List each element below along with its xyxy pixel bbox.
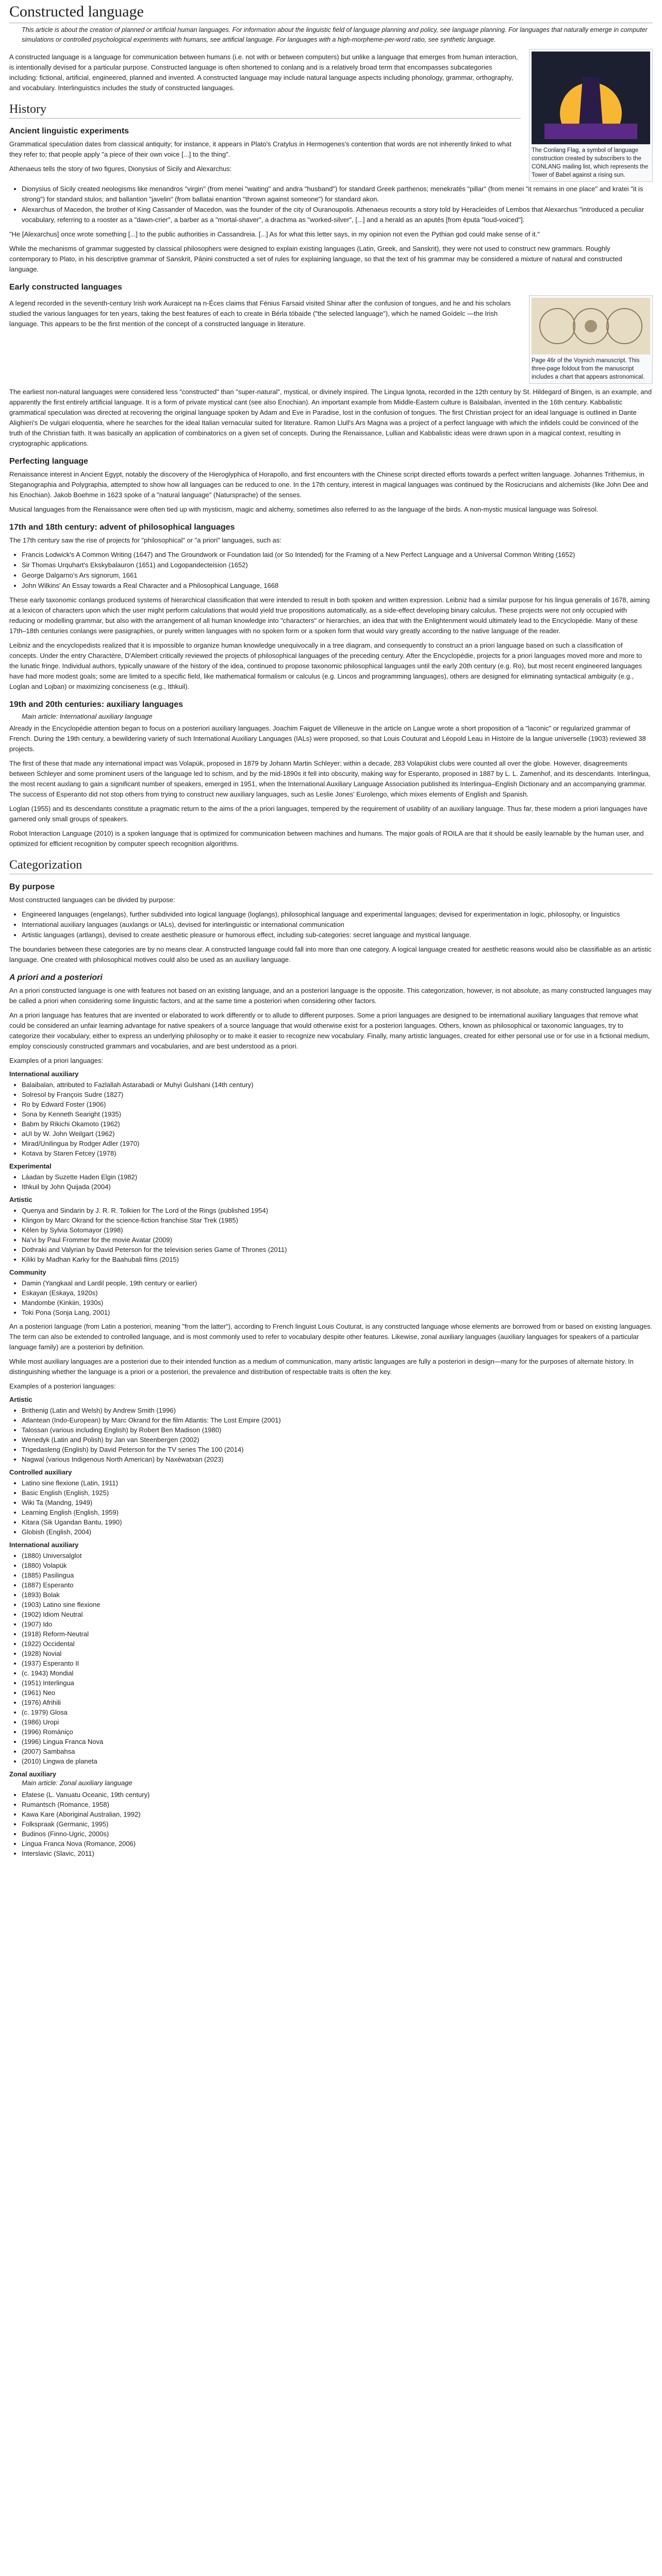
list-item: • (1907) Ido (22, 1619, 653, 1629)
list-item: • Dionysius of Sicily created neologisms like menandros "virgin" (from menei "waiting" and andra "husband") for standard Greek parthenos; menekratēs "pillar" (from menei "it remains in one place" and kratei "it is strong") for standard stulos; and ballantion "javelin" (from ballatai enantion "thrown against someone") for standard akon. (22, 184, 653, 205)
categorization-heading: Categorization (9, 858, 653, 874)
paragraph: Musical languages from the Renaissance were often tied up with mysticism, magic and alchemy, sometimes also referred to as the language of the birds. A non-mystic musical language was Solresol. (9, 505, 599, 513)
list-item: • Rumantsch (Romance, 1958) (22, 1800, 653, 1809)
early-heading: Early constructed languages (9, 283, 122, 292)
list-item: • Wenedyk (Latin and Polish) by Jan van Steenbergen (2002) (22, 1435, 653, 1445)
list-item: • Ithkuil by John Quijada (2004) (22, 1182, 653, 1192)
paragraph: While most auxiliary languages are a posteriori due to their intended function as a medium of communication, many artistic languages are fully a posteriori in design—many for the purposes of alternate history. In distinguishing whether the language is a priori or a posteriori, the prevalence and distribution of respectable traits is often the key. (9, 1358, 634, 1376)
perfecting-heading: Perfecting language (9, 457, 88, 466)
apriori-group (9, 1162, 653, 1192)
list-item: • Kawa Kare (Aboriginal Australian, 1992) (22, 1809, 653, 1819)
group-title: International auxiliary (9, 1541, 79, 1549)
list-item: • aUI by W. John Weilgart (1962) (22, 1129, 653, 1139)
philosophical-heading: 17th and 18th century: advent of philosophical languages (9, 523, 235, 532)
list-item: • Wiki Ta (Mandng, 1949) (22, 1498, 653, 1507)
paragraph: Renaissance interest in Ancient Egypt, notably the discovery of the Hieroglyphica of Horapollo, and first encounters with the Chinese script directed efforts towards a perfect written language. Johannes Trithemius, in Steganographia and Polygraphia, attempted to show how all languages can be reduced to one. In the 17th century, interest in magical languages was continued by the Rosicrucians and alchemists (like John Dee and his Enochian). Jakob Boehme in 1623 spoke of a "natural language" (Natursprache) of the senses. (9, 470, 649, 499)
list-item: • John Wilkins' An Essay towards a Real Character and a Philosophical Language, 1668 (22, 581, 653, 591)
lead-paragraph: A constructed language is a language for communication between humans (i.e. not with or between computers) but unlike a language that emerges from human interaction, is intentionally devised for a particular purpose. Constructed language is often shortened to conlang and is a relatively broad term that encompasses subcategories including: fictional, artificial, engineered, planned and invented. A constructed language may include natural language aspects including phonology, grammar, orthography, and vocabulary. Interlinguistics includes the study of constructed languages. (9, 53, 518, 92)
group-title: International auxiliary (9, 1070, 79, 1078)
voynich-caption: Page 46r of the Voynich manuscript. This three-page foldout from the manuscript includes a chart that appears astronomical. (532, 358, 645, 380)
list-item: • (1951) Interlingua (22, 1678, 653, 1688)
list-item: • (1937) Esperanto II (22, 1658, 653, 1668)
paragraph: The boundaries between these categories are by no means clear. A constructed language could fall into more than one category. A logical language created for aesthetic reasons would also be classifiable as an artistic language. One created with philosophical motives could also be used as an auxiliary language. (9, 945, 652, 963)
list-item: • (1996) Romániço (22, 1727, 653, 1737)
infobox-conlang-flag (529, 49, 653, 182)
list-item: • (1885) Pasilingua (22, 1570, 653, 1580)
hatnote: This article is about the creation of planned or artificial human languages. For information about the linguistic field of language planning and policy, see language planning. For languages that naturally emerge in computer simulations or controlled psychological experiments with humans, see artificial language. For languages with a high-morpheme-per-word ratio, see synthetic language. (22, 26, 648, 43)
paragraph: Most constructed languages can be divided by purpose: (9, 896, 175, 904)
paragraph: Loglan (1955) and its descendants constitute a pragmatic return to the aims of the a priori languages, tempered by the requirement of usability of an auxiliary language. Thus far, these modern a priori languages have garnered only small groups of speakers. (9, 805, 648, 823)
list-item: • Eskayan (Eskaya, 1920s) (22, 1288, 653, 1298)
list-item: • George Dalgarno's Ars signorum, 1661 (22, 570, 653, 581)
group-title: Artistic (9, 1196, 32, 1204)
group-title: Zonal auxiliary (9, 1770, 57, 1778)
list-item: • (1986) Uropi (22, 1717, 653, 1727)
group-list (9, 1478, 653, 1537)
list-item: • Babm by Rikichi Okamoto (1962) (22, 1119, 653, 1129)
list-item: • Mirad/Unilingua by Rodger Adler (1970) (22, 1139, 653, 1148)
paragraph: Leibniz and the encyclopedists realized that it is impossible to organize human knowledge unequivocally in a tree diagram, and consequently to construct an a priori language based on such a classification of concepts. Under the entry Charactère, D'Alembert critically reviewed the projects of philosophical languages of the preceding century. After the Encyclopédie, projects for a priori languages moved more and more to the lunatic fringe. Individual authors, typically unaware of the history of the idea, continued to propose taxonomic philosophical languages until the early 20th century (e.g. Ro), but most recent engineered languages have had more modest goals; some are limited to a specific field, like mathematical formalism or calculus (e.g. Lincos and programming languages), others are designed for eliminating syntactical ambiguity (e.g., Loglan and Lojban) or maximizing conciseness (e.g., Ithkuil). (9, 641, 642, 690)
group-title: Artistic (9, 1396, 32, 1403)
list-item: • Quenya and Sindarin by J. R. R. Tolkien for The Lord of the Rings (published 1954) (22, 1206, 653, 1215)
list-item: • (1961) Neo (22, 1688, 653, 1698)
list-item: • (2007) Sambahsa (22, 1747, 653, 1756)
list-item: • Kotava by Staren Fetcey (1978) (22, 1148, 653, 1158)
apriori-examples-intro: Examples of a priori languages: (9, 1057, 104, 1064)
history-heading: History (9, 103, 521, 118)
list-item: • Folkspraak (Germanic, 1995) (22, 1819, 653, 1829)
aposteriori-group (9, 1396, 653, 1464)
aposteriori-examples-intro: Examples of a posteriori languages: (9, 1382, 116, 1390)
paragraph: The 17th century saw the rise of projects for "philosophical" or "a priori" languages, such as: (9, 536, 282, 544)
list-item: • Kitara (Sik Ugandan Bantu, 1990) (22, 1517, 653, 1527)
list-item: • Sir Thomas Urquhart's Ekskybalauron (1651) and Logopandecteision (1652) (22, 560, 653, 570)
paragraph: The first of these that made any international impact was Volapük, proposed in 1879 by Johann Martin Schleyer; within a decade, 283 Volapükist clubs were counted all over the globe. However, disagreements between Schleyer and some prominent users of the language led to schism, and by the mid-1890s it fell into obscurity, making way for Esperanto, proposed in 1887 by L. L. Zamenhof, and its descendants. Interlingua, the most recent auxlang to gain a significant number of speakers, emerged in 1951, when the International Auxiliary Language Association published its Interlingua–English Dictionary and an accompanying grammar. The success of Esperanto did not stop others from trying to construct new auxiliary languages, such as Leslie Jones' Eurolengo, which mixes elements of English and Spanish. (9, 759, 651, 798)
paragraph: These early taxonomic conlangs produced systems of hierarchical classification that were intended to result in both spoken and written expression. Leibniz had a similar purpose for his lingua generalis of 1678, aiming at a lexicon of characters upon which the user might perform calculations that would yield true propositions automatically, as a side-effect developing binary calculus. These projects were not only occupied with reducing or modelling grammar, but also with the arrangement of all human knowledge into "characters" or hierarchies, an idea that with the Enlightenment would ultimately lead to the Encyclopédie. Many of these 17th–18th centuries conlangs were pasigraphies, or purely written languages with no spoken form or a spoken form that would vary greatly according to the native language of the reader. (9, 596, 650, 635)
philosophical-projects-list (9, 550, 653, 591)
article (0, 3, 662, 1858)
list-item: • Budinos (Finno-Ugric, 2000s) (22, 1829, 653, 1839)
paragraph: While the mechanisms of grammar suggested by classical philosophers were designed to explain existing languages (Latin, Greek, and Sanskrit), they were not used to construct new grammars. Roughly contemporary to Plato, in his descriptive grammar of Sanskrit, Pāṇini constructed a set of rules for explaining language, so that the text of his grammar may be considered a mixture of natural and constructed language. (9, 245, 622, 273)
dionysius-alexarchus-list (9, 184, 653, 225)
group-title: Experimental (9, 1162, 52, 1170)
main-article-link[interactable]: Main article: International auxiliary language (22, 713, 153, 720)
apriori-group (9, 1196, 653, 1264)
aposteriori-group (9, 1541, 653, 1766)
conlang-flag-image (532, 52, 650, 144)
paragraph: Already in the Encyclopédie attention began to focus on a posteriori auxiliary languages. Joachim Faiguet de Villeneuve in the article on Langue wrote a short proposition of a "laconic" or regularized grammar of French. During the 19th century, a bewildering variety of such International Auxiliary Languages (IALs) were proposed, so that Louis Couturat and Léopold Leau in Histoire de la langue universelle (1903) reviewed 38 projects. (9, 724, 646, 753)
list-item: • Ro by Edward Foster (1906) (22, 1099, 653, 1109)
list-item: • (1918) Reform-Neutral (22, 1629, 653, 1639)
list-item: • Basic English (English, 1925) (22, 1488, 653, 1498)
aposteriori-group (9, 1468, 653, 1537)
list-item: • Latino sine flexione (Latin, 1911) (22, 1478, 653, 1488)
page-title: Constructed language (9, 3, 653, 23)
list-item: • Klingon by Marc Okrand for the science-fiction franchise Star Trek (1985) (22, 1215, 653, 1225)
list-item: • (1976) Afrihili (22, 1698, 653, 1707)
list-item: • Kiliki by Madhan Karky for the Baahubali films (2015) (22, 1255, 653, 1264)
paragraph: An a priori constructed language is one with features not based on an existing language, and an a posteriori language is the opposite. This categorization, however, is not absolute, as many constructed languages may be called a priori when considering some linguistic factors, and at the same time a posteriori when considering other factors. (9, 987, 652, 1005)
list-item: • (1996) Lingua Franca Nova (22, 1737, 653, 1747)
group-list (9, 1206, 653, 1264)
list-item: • Láadan by Suzette Haden Elgin (1982) (22, 1172, 653, 1182)
by-purpose-heading: By purpose (9, 883, 55, 891)
paragraph: An a posteriori language (from Latin a posteriori, meaning "from the latter"), according to French linguist Louis Couturat, is any constructed language whose elements are borrowed from or based on existing languages. The term can also be extended to controlled language, and is most commonly used to refer to vocabulary despite other features. Likewise, zonal auxiliary languages (auxiliary languages for speakers of a particular language family) are a posteriori by definition. (9, 1323, 653, 1351)
list-item: • Lingua Franca Nova (Romance, 2006) (22, 1839, 653, 1849)
list-item: • (1887) Esperanto (22, 1580, 653, 1590)
lead-text (9, 49, 521, 182)
group-title: Controlled auxiliary (9, 1468, 72, 1476)
list-item: • Globish (English, 2004) (22, 1527, 653, 1537)
conlang-flag-icon (544, 57, 637, 139)
list-item: • (1880) Volapük (22, 1561, 653, 1570)
list-item: • Sona by Kenneth Searight (1935) (22, 1109, 653, 1119)
group-title: Community (9, 1268, 46, 1276)
paragraph: Grammatical speculation dates from classical antiquity; for instance, it appears in Plato's Cratylus in Hermogenes's contention that words are not inherently linked to what they refer to; that people apply "a piece of their own voice [...] to the thing". (9, 140, 511, 158)
list-item: • Kēlen by Sylvia Sotomayor (1998) (22, 1225, 653, 1235)
list-item: • Efatese (L. Vanuatu Oceanic, 19th century) (22, 1790, 653, 1800)
list-item: • Engineered languages (engelangs), further subdivided into logical language (loglangs), philosophical language and experimental languages; devised for experimentation in logic, philosophy, or linguistics (22, 909, 653, 920)
list-item: • (1893) Bolak (22, 1590, 653, 1600)
list-item: • (1880) Universalglot (22, 1551, 653, 1561)
list-item: • Dothraki and Valyrian by David Peterson for the television series Game of Thrones (2011) (22, 1245, 653, 1255)
paragraph: Robot Interaction Language (2010) is a spoken language that is optimized for communication between machines and humans. The major goals of ROILA are that it should be easily learnable by the human user, and optimized for efficient recognition by computer speech recognition algorithms. (9, 829, 644, 848)
list-item: • Trigedasleng (English) by David Peterson for the TV series The 100 (2014) (22, 1445, 653, 1454)
list-item: • Solresol by François Sudre (1827) (22, 1090, 653, 1099)
list-item: • Mandombe (Kinkiin, 1930s) (22, 1298, 653, 1308)
apriori-heading: A priori and a posteriori (9, 973, 103, 982)
list-item: • Na'vi by Paul Frommer for the movie Avatar (2009) (22, 1235, 653, 1245)
group-list (9, 1551, 653, 1766)
list-item: • (1903) Latino sine flexione (22, 1600, 653, 1609)
group-list (9, 1405, 653, 1464)
list-item: • (c. 1943) Mondial (22, 1668, 653, 1678)
group-list (9, 1172, 653, 1192)
list-item: • Brithenig (Latin and Welsh) by Andrew Smith (1996) (22, 1405, 653, 1415)
manuscript-icon (537, 300, 645, 352)
infobox-caption: The Conlang Flag, a symbol of language construction created by subscribers to the CONLANG mailing list, which represents the Tower of Babel against a rising sun. (532, 147, 649, 178)
paragraph: "He [Alexarchus] once wrote something [...] to the public authorities in Cassandreia. [...] As for what this letter says, in my opinion not even the Pythian god could make sense of it." (9, 230, 540, 238)
list-item: • Balaibalan, attributed to Fazlallah Astarabadi or Muhyi Gulshani (14th century) (22, 1080, 653, 1090)
list-item: • (2010) Lingwa de planeta (22, 1756, 653, 1766)
list-item: • Francis Lodwick's A Common Writing (1647) and The Groundwork or Foundation laid (or So Intended) for the Framing of a New Perfect Language and a Universal Common Writing (1652) (22, 550, 653, 560)
list-item: • Artistic languages (artlangs), devised to create aesthetic pleasure or humorous effect, including sub-categories: secret language and mystical language. (22, 930, 653, 940)
group-list (9, 1790, 653, 1858)
main-article-link[interactable]: Main article: Zonal auxiliary language (22, 1779, 133, 1787)
list-item: • Learning English (English, 1959) (22, 1507, 653, 1517)
paragraph: An a priori language has features that are invented or elaborated to work differently or to allude to different purposes. Some a priori languages are designed to be international auxiliary languages that remove what could be considered an unfair learning advantage for native speakers of a source language that would otherwise exist for a posteriori languages. Others, known as philosophical or taxonomic languages, try to categorize their vocabulary, either to express an underlying philosophy or to make it easier to recognize new vocabulary. Finally, many artistic languages, created for either personal use or for use in a fictional medium, employ consciously constructed grammars and vocabularies, and are best understood as a priori. (9, 1011, 650, 1050)
list-item: • Nagwal (various Indigenous North American) by Naxéwatxan (2023) (22, 1454, 653, 1464)
list-item: • Atlantean (Indo-European) by Marc Okrand for the film Atlantis: The Lost Empire (2001) (22, 1415, 653, 1425)
list-item: • (1902) Idiom Neutral (22, 1609, 653, 1619)
list-item: • Toki Pona (Sonja Lang, 2001) (22, 1308, 653, 1317)
ancient-heading: Ancient linguistic experiments (9, 127, 129, 135)
paragraph: A legend recorded in the seventh-century Irish work Auraicept na n-Éces claims that Fénius Farsaid visited Shinar after the confusion of tongues, and he and his scholars studied the various languages for ten years, taking the best features of each to create in Bérla tóbaide ("the selected language"), which he named Goídelc —the Irish language. This appears to be the first mention of the concept of a constructed language in literature. (9, 299, 511, 328)
list-item: • (c. 1979) Glosa (22, 1707, 653, 1717)
list-item: • International auxiliary languages (auxlangs or IALs), devised for interlinguistic or international communication (22, 920, 653, 930)
early-section (9, 295, 653, 384)
purpose-list (9, 909, 653, 940)
voynich-thumbnail (529, 295, 653, 384)
voynich-image (532, 298, 650, 354)
lead-section (9, 49, 653, 182)
list-item: • Damin (Yangkaal and Lardil people, 19th century or earlier) (22, 1278, 653, 1288)
auxiliary-heading: 19th and 20th centuries: auxiliary languages (9, 700, 183, 709)
apriori-group (9, 1070, 653, 1158)
group-list (9, 1080, 653, 1158)
group-list (9, 1278, 653, 1317)
list-item: • (1922) Occidental (22, 1639, 653, 1649)
list-item: • Interslavic (Slavic, 2011) (22, 1849, 653, 1858)
early-body (9, 295, 521, 384)
list-item: • (1928) Novial (22, 1649, 653, 1658)
apriori-group (9, 1268, 653, 1317)
paragraph: The earliest non-natural languages were considered less "constructed" than "super-natural", mystical, or divinely inspired. The Lingua Ignota, recorded in the 12th century by St. Hildegard of Bingen, is an example, and apparently the first entirely artificial language. It is a form of private mystical cant (see also Enochian). An important example from Middle-Eastern culture is Balaibalan, invented in the 16th century. Kabbalistic grammatical speculation was directed at recovering the original language spoken by Adam and Eve in Paradise, lost in the confusion of tongues. The first Christian project for an ideal language is outlined in Dante Alighieri's De vulgari eloquentia, where he searches for the ideal Italian vernacular suited for literature. Ramon Llull's Ars Magna was a project of a perfect language with which the infidels could be convinced of the truth of the Christian faith. It was basically an application of combinatorics on a given set of concepts. During the Renaissance, Lullian and Kabbalistic ideas were drawn upon in a magical context, resulting in cryptographic applications. (9, 388, 652, 447)
list-item: • Alexarchus of Macedon, the brother of King Cassander of Macedon, was the founder of the city of Ouranoupolis. Athenaeus recounts a story told by Heracleides of Lembos that Alexarchus "introduced a peculiar vocabulary, referring to a rooster as a "dawn-crier", a barber as a "mortal-shaver", a drachma as "worked-silver", [...] and a herald as an aputēs [from ēputa "loud-voiced"]. (22, 205, 653, 225)
aposteriori-group (9, 1770, 653, 1858)
paragraph: Athenaeus tells the story of two figures, Dionysius of Sicily and Alexarchus: (9, 165, 232, 173)
list-item: • Talossan (various including English) by Robert Ben Madison (1980) (22, 1425, 653, 1435)
